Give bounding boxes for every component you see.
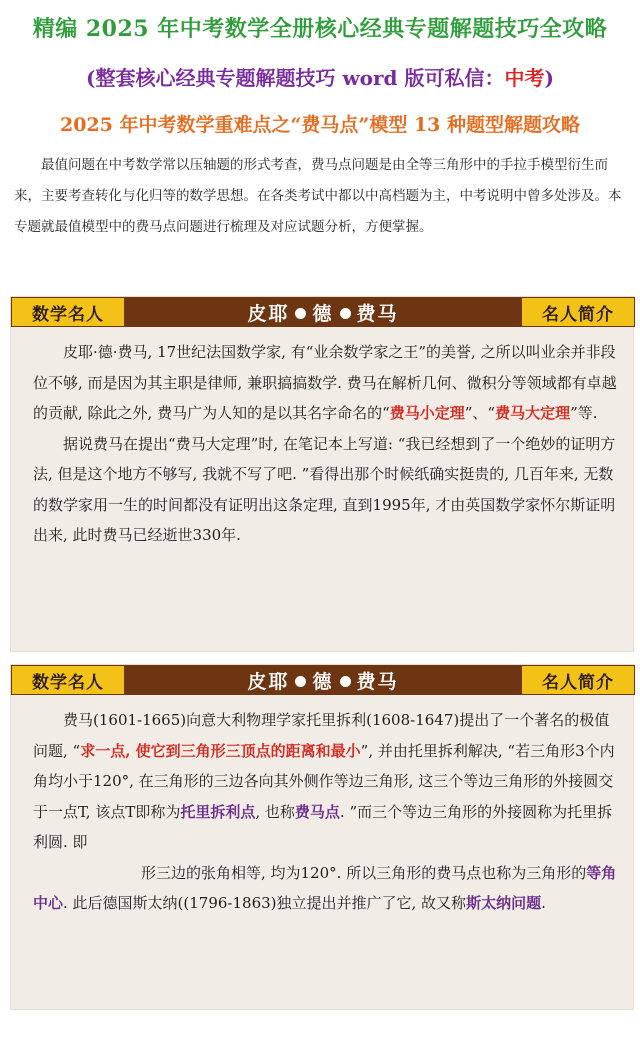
banner-name-part: 皮耶 [247, 670, 290, 693]
text-run: ”、“ [464, 404, 496, 422]
highlight-fermat-little-theorem: 费马小定理 [389, 404, 465, 422]
biography-banner [11, 665, 635, 695]
text-run: , 也称 [255, 802, 295, 821]
biography-text-1 [33, 337, 623, 551]
highlight-fermat-point: 费马点 [294, 802, 340, 821]
biography-panel-2 [10, 664, 634, 1010]
dot-icon [295, 308, 306, 319]
biography-panel-1 [10, 296, 634, 652]
subtitle-suffix: ) [544, 66, 554, 90]
highlight-fermat-last-theorem: 费马大定理 [495, 404, 571, 422]
banner-name-part: 费马 [356, 670, 399, 693]
text-run: 形三边的张角相等, 均为120°. 所以三角形的费马点也称为三角形的 [141, 863, 587, 882]
dot-icon [295, 676, 306, 687]
paragraph: 据说费马在提出“费马大定理”时, 在笔记本上写道: “我已经想到了一个绝妙的证明方法, 但是这个地方不够写, 我就不写了吧. ”看得出那个时候纸确实挺贵的, 几百年来, 无数的数学家用一生的时间都没有证明出这条定理, 直到1995年, 才由英国数学家怀尔斯证明出来, 此时费马已经逝世330年. [33, 434, 616, 544]
document-subtitle [0, 62, 640, 91]
intro-paragraph: 最值问题在中考数学常以压轴题的形式考查，费马点问题是由全等三角形中的手拉手模型衍生而来，主要考查转化与化归等的数学思想。在各类考试中都以中高档题为主，中考说明中曾多处涉及。本专题就最值模型中的费马点问题进行梳理及对应试题分析，方便掌握。 [14, 157, 622, 235]
biography-text-2 [33, 705, 623, 919]
banner-name-part: 德 [312, 670, 334, 693]
text-run: 费马(1601-1665)向意大利物理学家托里拆利(1608-1647)提出了一个著名的极值问题, “ [33, 711, 610, 760]
dot-icon [340, 308, 351, 319]
highlight-torricelli-point: 托里拆利点 [180, 802, 256, 821]
dot-icon [340, 676, 351, 687]
banner-name-part: 皮耶 [247, 302, 290, 325]
text-run: ”等. [570, 404, 598, 422]
banner-name-part: 德 [312, 302, 334, 325]
banner-tag-right: 名人简介 [522, 666, 634, 694]
text-run: . ”而三个等边三角形的外接圆称为托里拆利圆. 即 [33, 802, 613, 851]
banner-name [124, 299, 522, 326]
text-run: . [541, 894, 546, 912]
biography-banner [11, 297, 635, 327]
paragraph [33, 705, 623, 919]
banner-tag-left: 数学名人 [12, 666, 124, 694]
highlight-problem-statement: 求一点, 使它到三角形三顶点的距离和最小 [80, 741, 361, 760]
banner-name [124, 667, 522, 694]
text-run: ”, 并由托里拆利解决, “若三角形3个内角均小于120°, 在三角形的三边各向其外侧作等边三角形, 这三个等边三角形的外接圆交于一点T, 该点T即称为 [33, 741, 615, 821]
highlight-steiner-problem: 斯太纳问题 [466, 894, 542, 912]
subtitle-prefix: (整套核心经典专题解题技巧 word 版可私信： [86, 66, 505, 90]
document-title: 精编 2025 年中考数学全册核心经典专题解题技巧全攻略 [32, 16, 608, 42]
banner-name-part: 费马 [356, 302, 399, 325]
text-run: 皮耶·德·费马, 17世纪法国数学家, 有“业余数学家之王”的美誉, 之所以叫业余并非段位不够, 而是因为其主职是律师, 兼职搞搞数学. 费马在解析几何、微积分等领域都有卓越的贡献, 除此之外, 费马广为人知的是以其名字命名的“ [33, 343, 617, 422]
subtitle-highlight: 中考 [504, 66, 545, 90]
banner-tag-right: 名人简介 [522, 298, 634, 326]
highlight-equiangular-center: 等角中心 [33, 863, 617, 912]
text-run: . 此后德国斯太纳((1796-1863)独立提出并推广了它, 故又称 [63, 894, 467, 912]
paragraph [33, 337, 623, 429]
section-title: 2025 年中考数学重难点之“费马点”模型 13 种题型解题攻略 [59, 114, 581, 136]
banner-tag-left: 数学名人 [12, 298, 124, 326]
